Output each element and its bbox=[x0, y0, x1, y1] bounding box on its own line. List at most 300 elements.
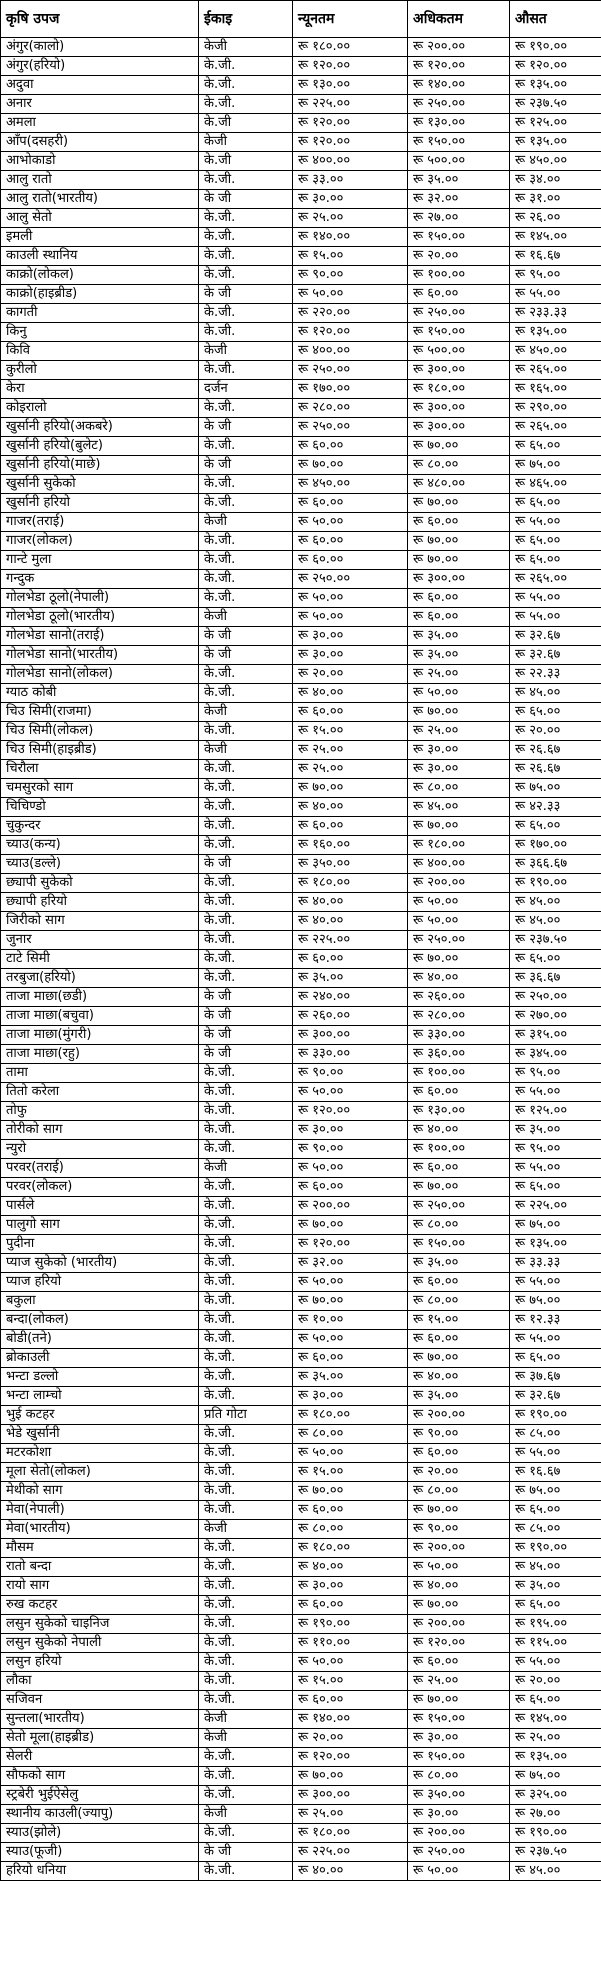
table-row bbox=[1, 1577, 601, 1596]
avg-price-cell: रू ९५.०० bbox=[510, 1140, 601, 1159]
max-price-cell: रू ९०.०० bbox=[408, 1425, 510, 1444]
table-row bbox=[1, 1596, 601, 1615]
unit-cell: के.जी. bbox=[199, 1482, 293, 1501]
max-price-cell: रू ३०.०० bbox=[408, 760, 510, 779]
avg-price-cell: रू ३४.०० bbox=[510, 171, 601, 190]
max-price-cell: रू २५.०० bbox=[408, 665, 510, 684]
unit-cell: के.जी. bbox=[199, 1330, 293, 1349]
commodity-cell: मेवा(नेपाली) bbox=[1, 1501, 199, 1520]
table-row bbox=[1, 1786, 601, 1805]
table-row bbox=[1, 285, 601, 304]
avg-price-cell: रू १३५.०० bbox=[510, 1748, 601, 1767]
unit-cell: के.जी. bbox=[199, 931, 293, 950]
avg-price-cell: रू १९०.०० bbox=[510, 1406, 601, 1425]
commodity-cell: गोलभेडा ठूलो(भारतीय) bbox=[1, 608, 199, 627]
min-price-cell: रू १७०.०० bbox=[293, 380, 408, 399]
commodity-cell: तोरीको साग bbox=[1, 1121, 199, 1140]
unit-cell: के.जी. bbox=[199, 323, 293, 342]
min-price-cell: रू ६०.०० bbox=[293, 532, 408, 551]
commodity-cell: बोडी(तने) bbox=[1, 1330, 199, 1349]
commodity-cell: गोलभेडा सानो(तराई) bbox=[1, 627, 199, 646]
table-row bbox=[1, 608, 601, 627]
min-price-cell: रू २५०.०० bbox=[293, 361, 408, 380]
avg-price-cell: रू ६५.०० bbox=[510, 950, 601, 969]
table-row bbox=[1, 513, 601, 532]
avg-price-cell: रू १९०.०० bbox=[510, 1539, 601, 1558]
commodity-cell: सेलरी bbox=[1, 1748, 199, 1767]
commodity-cell: बकुला bbox=[1, 1292, 199, 1311]
min-price-cell: रू ७०.०० bbox=[293, 1216, 408, 1235]
avg-price-cell: रू १२.३३ bbox=[510, 1311, 601, 1330]
table-row bbox=[1, 1007, 601, 1026]
min-price-cell: रू ४०.०० bbox=[293, 1862, 408, 1881]
min-price-cell: रू ४५०.०० bbox=[293, 475, 408, 494]
min-price-cell: रू ३००.०० bbox=[293, 1786, 408, 1805]
commodity-cell: लसुन हरियो bbox=[1, 1653, 199, 1672]
max-price-cell: रू २६०.०० bbox=[408, 988, 510, 1007]
avg-price-cell: रू १६५.०० bbox=[510, 380, 601, 399]
commodity-cell: प्याज हरियो bbox=[1, 1273, 199, 1292]
commodity-cell: भन्टा लाम्चो bbox=[1, 1387, 199, 1406]
unit-cell: के जी bbox=[199, 646, 293, 665]
table-row bbox=[1, 1691, 601, 1710]
unit-cell: के.जी. bbox=[199, 532, 293, 551]
commodity-cell: लौका bbox=[1, 1672, 199, 1691]
max-price-cell: रू ८०.०० bbox=[408, 1767, 510, 1786]
commodity-cell: स्याउ(झोले) bbox=[1, 1824, 199, 1843]
table-row bbox=[1, 1368, 601, 1387]
max-price-cell: रू १८०.०० bbox=[408, 836, 510, 855]
commodity-cell: स्याउ(फूजी) bbox=[1, 1843, 199, 1862]
unit-cell: के.जी. bbox=[199, 779, 293, 798]
table-row bbox=[1, 247, 601, 266]
min-price-cell: रू ८०.०० bbox=[293, 1520, 408, 1539]
commodity-cell: परवर(लोकल) bbox=[1, 1178, 199, 1197]
max-price-cell: रू ३००.०० bbox=[408, 361, 510, 380]
max-price-cell: रू १३०.०० bbox=[408, 1102, 510, 1121]
avg-price-cell: रू ३१.०० bbox=[510, 190, 601, 209]
unit-cell: के.जी. bbox=[199, 1311, 293, 1330]
max-price-cell: रू ५०.०० bbox=[408, 684, 510, 703]
commodity-cell: सजिवन bbox=[1, 1691, 199, 1710]
avg-price-cell: रू ४६५.०० bbox=[510, 475, 601, 494]
table-row bbox=[1, 209, 601, 228]
min-price-cell: रू २५.०० bbox=[293, 1805, 408, 1824]
min-price-cell: रू २५०.०० bbox=[293, 570, 408, 589]
avg-price-cell: रू २७.०० bbox=[510, 1805, 601, 1824]
commodity-cell: गोलभेडा सानो(लोकल) bbox=[1, 665, 199, 684]
min-price-cell: रू १५.०० bbox=[293, 247, 408, 266]
commodity-cell: लसुन सुकेको नेपाली bbox=[1, 1634, 199, 1653]
unit-cell: के जी bbox=[199, 988, 293, 1007]
unit-cell: के जी bbox=[199, 190, 293, 209]
table-row bbox=[1, 684, 601, 703]
unit-cell: के.जी. bbox=[199, 665, 293, 684]
commodity-cell: पालुगो साग bbox=[1, 1216, 199, 1235]
unit-cell: के.जी. bbox=[199, 1273, 293, 1292]
min-price-cell: रू १५.०० bbox=[293, 1672, 408, 1691]
max-price-cell: रू १३०.०० bbox=[408, 114, 510, 133]
unit-cell: के जी bbox=[199, 627, 293, 646]
avg-price-cell: रू ८५.०० bbox=[510, 1425, 601, 1444]
table-row bbox=[1, 1102, 601, 1121]
min-price-cell: रू १८०.०० bbox=[293, 874, 408, 893]
min-price-cell: रू ३०.०० bbox=[293, 646, 408, 665]
commodity-cell: गोलभेडा सानो(भारतीय) bbox=[1, 646, 199, 665]
commodity-cell: आलु रातो bbox=[1, 171, 199, 190]
unit-cell: के.जी. bbox=[199, 494, 293, 513]
min-price-cell: रू ६०.०० bbox=[293, 1691, 408, 1710]
unit-cell: केजी bbox=[199, 133, 293, 152]
unit-cell: के.जी. bbox=[199, 1140, 293, 1159]
min-price-cell: रू ५०.०० bbox=[293, 589, 408, 608]
max-price-cell: रू ६०.०० bbox=[408, 1653, 510, 1672]
table-row bbox=[1, 361, 601, 380]
commodity-cell: भेडे खुर्सानी bbox=[1, 1425, 199, 1444]
unit-cell: के.जी. bbox=[199, 912, 293, 931]
max-price-cell: रू १५.०० bbox=[408, 1311, 510, 1330]
table-row bbox=[1, 570, 601, 589]
unit-cell: के.जी bbox=[199, 152, 293, 171]
commodity-cell: चिउ सिमी(हाइब्रीड) bbox=[1, 741, 199, 760]
max-price-cell: रू २५.०० bbox=[408, 722, 510, 741]
table-body bbox=[1, 38, 601, 1881]
table-row bbox=[1, 874, 601, 893]
min-price-cell: रू ५०.०० bbox=[293, 1159, 408, 1178]
max-price-cell: रू ६०.०० bbox=[408, 1444, 510, 1463]
avg-price-cell: रू १३५.०० bbox=[510, 133, 601, 152]
avg-price-cell: रू १४५.०० bbox=[510, 228, 601, 247]
min-price-cell: रू ५०.०० bbox=[293, 285, 408, 304]
unit-cell: के जी bbox=[199, 418, 293, 437]
max-price-cell: रू ४०.०० bbox=[408, 1368, 510, 1387]
table-row bbox=[1, 342, 601, 361]
table-row bbox=[1, 1482, 601, 1501]
unit-cell: के.जी. bbox=[199, 1178, 293, 1197]
avg-price-cell: रू ६५.०० bbox=[510, 1501, 601, 1520]
min-price-cell: रू ७०.०० bbox=[293, 456, 408, 475]
table-row bbox=[1, 1615, 601, 1634]
avg-price-cell: रू ४२.३३ bbox=[510, 798, 601, 817]
table-row bbox=[1, 1330, 601, 1349]
avg-price-cell: रू २३७.५० bbox=[510, 95, 601, 114]
avg-price-cell: रू १३५.०० bbox=[510, 76, 601, 95]
table-row bbox=[1, 1710, 601, 1729]
commodity-cell: ताजा माछा(रहु) bbox=[1, 1045, 199, 1064]
max-price-cell: रू २७.०० bbox=[408, 209, 510, 228]
min-price-cell: रू १२०.०० bbox=[293, 114, 408, 133]
min-price-cell: रू ४०.०० bbox=[293, 912, 408, 931]
table-row bbox=[1, 1349, 601, 1368]
min-price-cell: रू २२५.०० bbox=[293, 931, 408, 950]
table-row bbox=[1, 1311, 601, 1330]
commodity-cell: अंगुर(कालो) bbox=[1, 38, 199, 57]
unit-cell: के.जी. bbox=[199, 266, 293, 285]
min-price-cell: रू ७०.०० bbox=[293, 1482, 408, 1501]
avg-price-cell: रू २६५.०० bbox=[510, 570, 601, 589]
max-price-cell: रू ८०.०० bbox=[408, 456, 510, 475]
table-row bbox=[1, 1729, 601, 1748]
unit-cell: के.जी. bbox=[199, 1121, 293, 1140]
avg-price-cell: रू ५५.०० bbox=[510, 1273, 601, 1292]
unit-cell: के.जी. bbox=[199, 1596, 293, 1615]
commodity-cell: जिरीको साग bbox=[1, 912, 199, 931]
min-price-cell: रू २००.०० bbox=[293, 1197, 408, 1216]
commodity-cell: टाटे सिमी bbox=[1, 950, 199, 969]
max-price-cell: रू १५०.०० bbox=[408, 228, 510, 247]
min-price-cell: रू १८०.०० bbox=[293, 38, 408, 57]
min-price-cell: रू १६०.०० bbox=[293, 836, 408, 855]
min-price-cell: रू ९०.०० bbox=[293, 1064, 408, 1083]
commodity-cell: रुख कटहर bbox=[1, 1596, 199, 1615]
unit-cell: के.जी. bbox=[199, 1672, 293, 1691]
avg-price-cell: रू ६५.०० bbox=[510, 817, 601, 836]
min-price-cell: रू २०.०० bbox=[293, 1729, 408, 1748]
unit-cell: के.जी. bbox=[199, 1064, 293, 1083]
avg-price-cell: रू २७०.०० bbox=[510, 1007, 601, 1026]
header-maximum: अधिकतम bbox=[408, 1, 510, 38]
commodity-cell: ताजा माछा(मुंगरी) bbox=[1, 1026, 199, 1045]
unit-cell: केजी bbox=[199, 1729, 293, 1748]
max-price-cell: रू ३५.०० bbox=[408, 1254, 510, 1273]
table-row bbox=[1, 912, 601, 931]
avg-price-cell: रू ३२.६७ bbox=[510, 1387, 601, 1406]
avg-price-cell: रू २६५.०० bbox=[510, 418, 601, 437]
min-price-cell: रू १९०.०० bbox=[293, 1615, 408, 1634]
avg-price-cell: रू १२५.०० bbox=[510, 114, 601, 133]
avg-price-cell: रू ९५.०० bbox=[510, 266, 601, 285]
avg-price-cell: रू ५५.०० bbox=[510, 1083, 601, 1102]
min-price-cell: रू १२०.०० bbox=[293, 1748, 408, 1767]
table-row bbox=[1, 1520, 601, 1539]
unit-cell: के.जी. bbox=[199, 76, 293, 95]
commodity-cell: खुर्सानी हरियो(माछे) bbox=[1, 456, 199, 475]
min-price-cell: रू ४०.०० bbox=[293, 798, 408, 817]
avg-price-cell: रू ७५.०० bbox=[510, 1482, 601, 1501]
commodity-cell: काक्रो(हाइब्रीड) bbox=[1, 285, 199, 304]
avg-price-cell: रू २६.६७ bbox=[510, 760, 601, 779]
max-price-cell: रू १००.०० bbox=[408, 1140, 510, 1159]
commodity-cell: किवि bbox=[1, 342, 199, 361]
avg-price-cell: रू १९०.०० bbox=[510, 874, 601, 893]
table-row bbox=[1, 760, 601, 779]
min-price-cell: रू ५०.०० bbox=[293, 1273, 408, 1292]
commodity-cell: स्ट्रबेरी भुईऐसेलु bbox=[1, 1786, 199, 1805]
max-price-cell: रू ७०.०० bbox=[408, 1501, 510, 1520]
avg-price-cell: रू २६.६७ bbox=[510, 741, 601, 760]
commodity-cell: मेवा(भारतीय) bbox=[1, 1520, 199, 1539]
max-price-cell: रू ७०.०० bbox=[408, 703, 510, 722]
table-row bbox=[1, 1463, 601, 1482]
unit-cell: के.जी. bbox=[199, 950, 293, 969]
commodity-cell: इमली bbox=[1, 228, 199, 247]
table-row bbox=[1, 456, 601, 475]
table-row bbox=[1, 1064, 601, 1083]
min-price-cell: रू ६०.०० bbox=[293, 1501, 408, 1520]
min-price-cell: रू १२०.०० bbox=[293, 57, 408, 76]
avg-price-cell: रू २६.०० bbox=[510, 209, 601, 228]
max-price-cell: रू १००.०० bbox=[408, 1064, 510, 1083]
avg-price-cell: रू १२५.०० bbox=[510, 1102, 601, 1121]
table-row bbox=[1, 437, 601, 456]
min-price-cell: रू ३०.०० bbox=[293, 1121, 408, 1140]
commodity-cell: मटरकोशा bbox=[1, 1444, 199, 1463]
avg-price-cell: रू २०.०० bbox=[510, 722, 601, 741]
avg-price-cell: रू १३५.०० bbox=[510, 1235, 601, 1254]
table-row bbox=[1, 1653, 601, 1672]
max-price-cell: रू २५०.०० bbox=[408, 931, 510, 950]
table-row bbox=[1, 1444, 601, 1463]
avg-price-cell: रू १९०.०० bbox=[510, 1824, 601, 1843]
unit-cell: के.जी. bbox=[199, 1368, 293, 1387]
avg-price-cell: रू ६५.०० bbox=[510, 532, 601, 551]
avg-price-cell: रू ३१५.०० bbox=[510, 1026, 601, 1045]
commodity-cell: खुर्सानी सुकेको bbox=[1, 475, 199, 494]
unit-cell: प्रति गोटा bbox=[199, 1406, 293, 1425]
unit-cell: के.जी. bbox=[199, 361, 293, 380]
max-price-cell: रू १००.०० bbox=[408, 266, 510, 285]
commodity-cell: चुकुन्दर bbox=[1, 817, 199, 836]
unit-cell: के.जी. bbox=[199, 1653, 293, 1672]
commodity-cell: रातो बन्दा bbox=[1, 1558, 199, 1577]
min-price-cell: रू २६०.०० bbox=[293, 1007, 408, 1026]
avg-price-cell: रू ४५०.०० bbox=[510, 152, 601, 171]
table-row bbox=[1, 1406, 601, 1425]
min-price-cell: रू ११०.०० bbox=[293, 1634, 408, 1653]
max-price-cell: रू १५०.०० bbox=[408, 133, 510, 152]
min-price-cell: रू ४०.०० bbox=[293, 684, 408, 703]
avg-price-cell: रू ५५.०० bbox=[510, 589, 601, 608]
unit-cell: के.जी. bbox=[199, 95, 293, 114]
max-price-cell: रू २५.०० bbox=[408, 1672, 510, 1691]
min-price-cell: रू २२५.०० bbox=[293, 1843, 408, 1862]
header-minimum: न्यूनतम bbox=[293, 1, 408, 38]
table-row bbox=[1, 418, 601, 437]
min-price-cell: रू ७०.०० bbox=[293, 1292, 408, 1311]
max-price-cell: रू १८०.०० bbox=[408, 380, 510, 399]
max-price-cell: रू ७०.०० bbox=[408, 532, 510, 551]
commodity-cell: बन्दा(लोकल) bbox=[1, 1311, 199, 1330]
commodity-cell: च्याउ(कन्य) bbox=[1, 836, 199, 855]
min-price-cell: रू ५०.०० bbox=[293, 1653, 408, 1672]
max-price-cell: रू ३५.०० bbox=[408, 646, 510, 665]
min-price-cell: रू ३०.०० bbox=[293, 1387, 408, 1406]
table-row bbox=[1, 57, 601, 76]
commodity-cell: काउली स्थानिय bbox=[1, 247, 199, 266]
unit-cell: के.जी. bbox=[199, 1824, 293, 1843]
max-price-cell: रू ३००.०० bbox=[408, 399, 510, 418]
avg-price-cell: रू २३७.५० bbox=[510, 1843, 601, 1862]
header-average: औसत bbox=[510, 1, 601, 38]
table-row bbox=[1, 475, 601, 494]
table-row bbox=[1, 1539, 601, 1558]
table-row bbox=[1, 1748, 601, 1767]
max-price-cell: रू १४०.०० bbox=[408, 76, 510, 95]
table-row bbox=[1, 114, 601, 133]
unit-cell: केजी bbox=[199, 1159, 293, 1178]
max-price-cell: रू १५०.०० bbox=[408, 1710, 510, 1729]
avg-price-cell: रू ५५.०० bbox=[510, 1444, 601, 1463]
avg-price-cell: रू ८५.०० bbox=[510, 1520, 601, 1539]
min-price-cell: रू ६०.०० bbox=[293, 1349, 408, 1368]
max-price-cell: रू ४०.०० bbox=[408, 969, 510, 988]
unit-cell: के.जी. bbox=[199, 874, 293, 893]
table-row bbox=[1, 1634, 601, 1653]
max-price-cell: रू ३३०.०० bbox=[408, 1026, 510, 1045]
table-row bbox=[1, 1805, 601, 1824]
avg-price-cell: रू ३५.०० bbox=[510, 1121, 601, 1140]
min-price-cell: रू ४००.०० bbox=[293, 152, 408, 171]
unit-cell: के.जी. bbox=[199, 1615, 293, 1634]
max-price-cell: रू ७०.०० bbox=[408, 1178, 510, 1197]
header-row bbox=[1, 1, 601, 38]
min-price-cell: रू ३००.०० bbox=[293, 1026, 408, 1045]
unit-cell: के.जी. bbox=[199, 1425, 293, 1444]
commodity-cell: खुर्सानी हरियो(अकबरे) bbox=[1, 418, 199, 437]
unit-cell: के.जी. bbox=[199, 1254, 293, 1273]
table-row bbox=[1, 1273, 601, 1292]
max-price-cell: रू ८०.०० bbox=[408, 1292, 510, 1311]
commodity-cell: तामा bbox=[1, 1064, 199, 1083]
max-price-cell: रू ८०.०० bbox=[408, 1216, 510, 1235]
avg-price-cell: रू ९५.०० bbox=[510, 1064, 601, 1083]
commodity-cell: अनार bbox=[1, 95, 199, 114]
avg-price-cell: रू ३६६.६७ bbox=[510, 855, 601, 874]
header-unit: ईकाइ bbox=[199, 1, 293, 38]
table-row bbox=[1, 665, 601, 684]
table-row bbox=[1, 190, 601, 209]
unit-cell: के.जी. bbox=[199, 1463, 293, 1482]
unit-cell: के.जी. bbox=[199, 1501, 293, 1520]
unit-cell: के.जी. bbox=[199, 1235, 293, 1254]
avg-price-cell: रू २०.०० bbox=[510, 1672, 601, 1691]
commodity-cell: ताजा माछा(छडी) bbox=[1, 988, 199, 1007]
commodity-cell: जुनार bbox=[1, 931, 199, 950]
commodity-cell: अंगुर(हरियो) bbox=[1, 57, 199, 76]
max-price-cell: रू २५०.०० bbox=[408, 1843, 510, 1862]
table-row bbox=[1, 627, 601, 646]
commodity-cell: गोलभेडा ठूलो(नेपाली) bbox=[1, 589, 199, 608]
avg-price-cell: रू ४५०.०० bbox=[510, 342, 601, 361]
min-price-cell: रू ४०.०० bbox=[293, 1558, 408, 1577]
max-price-cell: रू ३०.०० bbox=[408, 1729, 510, 1748]
table-row bbox=[1, 171, 601, 190]
avg-price-cell: रू ४५.०० bbox=[510, 912, 601, 931]
max-price-cell: रू २००.०० bbox=[408, 1824, 510, 1843]
unit-cell: दर्जन bbox=[199, 380, 293, 399]
table-row bbox=[1, 1387, 601, 1406]
table-row bbox=[1, 589, 601, 608]
commodity-cell: चमसुरको साग bbox=[1, 779, 199, 798]
unit-cell: के.जी. bbox=[199, 836, 293, 855]
min-price-cell: रू १४०.०० bbox=[293, 1710, 408, 1729]
max-price-cell: रू ३५.०० bbox=[408, 627, 510, 646]
unit-cell: केजी bbox=[199, 608, 293, 627]
min-price-cell: रू ९०.०० bbox=[293, 266, 408, 285]
max-price-cell: रू २००.०० bbox=[408, 1539, 510, 1558]
min-price-cell: रू १२०.०० bbox=[293, 323, 408, 342]
table-row bbox=[1, 1235, 601, 1254]
table-row bbox=[1, 1178, 601, 1197]
max-price-cell: रू २००.०० bbox=[408, 1406, 510, 1425]
max-price-cell: रू ७०.०० bbox=[408, 1691, 510, 1710]
commodity-cell: सौफको साग bbox=[1, 1767, 199, 1786]
min-price-cell: रू १२०.०० bbox=[293, 1235, 408, 1254]
avg-price-cell: रू १२०.०० bbox=[510, 57, 601, 76]
commodity-cell: स्थानीय काउली(ज्यापु) bbox=[1, 1805, 199, 1824]
unit-cell: के जी bbox=[199, 1843, 293, 1862]
unit-cell: के जी bbox=[199, 456, 293, 475]
